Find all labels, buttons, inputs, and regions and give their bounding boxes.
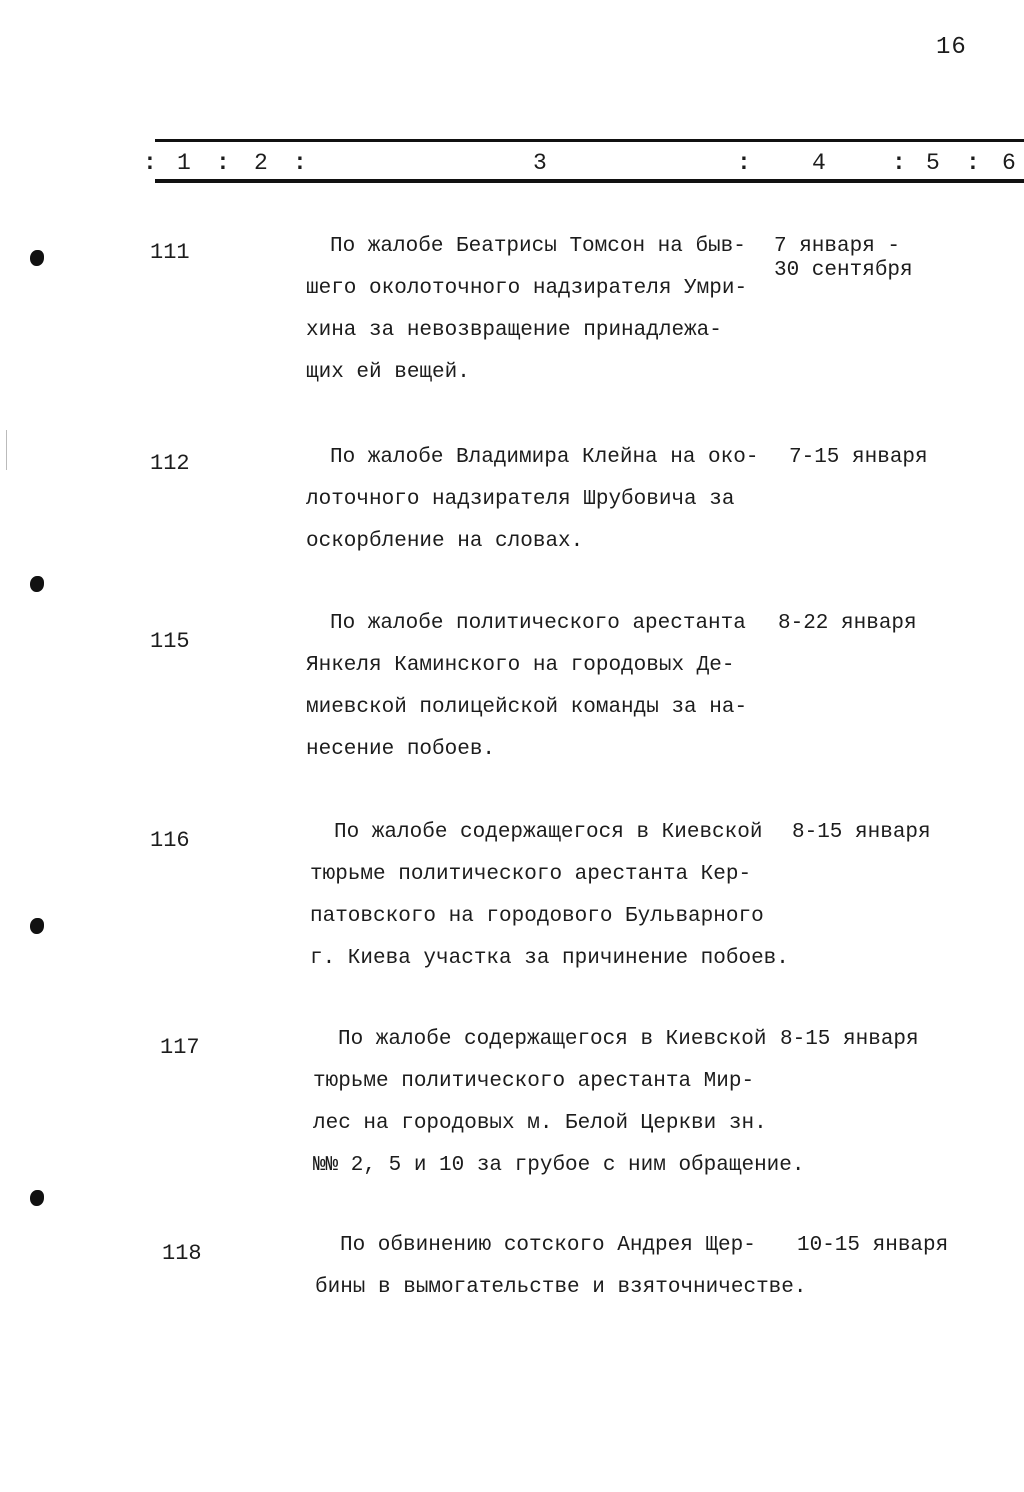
binding-hole-icon	[30, 576, 44, 592]
margin-mark	[6, 430, 7, 470]
record-text-line: №№ 2, 5 и 10 за грубое с ним обращение.	[313, 1154, 805, 1177]
table-header	[0, 150, 1024, 180]
column-separator: :	[143, 150, 157, 176]
binding-hole-icon	[30, 250, 44, 266]
record-dates: 8-15 января	[792, 821, 931, 844]
column-header-1: 1	[177, 150, 191, 176]
record-number: 117	[160, 1035, 200, 1060]
column-header-6: 6	[1002, 150, 1016, 176]
record-dates: 10-15 января	[797, 1234, 949, 1257]
record-number: 118	[162, 1241, 202, 1266]
record-dates: 7 января -	[774, 235, 901, 258]
record-text-line: тюрьме политического арестанта Мир-	[313, 1070, 755, 1093]
record-text-line: По жалобе содержащегося в Киевской	[338, 1028, 767, 1051]
column-header-5: 5	[926, 150, 940, 176]
column-header-2: 2	[254, 150, 268, 176]
record-text-line: оскорбление на словах.	[306, 530, 584, 553]
record-text-line: По жалобе Владимира Клейна на око-	[330, 446, 759, 469]
binding-hole-icon	[30, 918, 44, 934]
record-text-line: лоточного надзирателя Шрубовича за	[306, 488, 735, 511]
record-text-line: шего околоточного надзирателя Умри-	[306, 277, 748, 300]
binding-hole-icon	[30, 1190, 44, 1206]
column-separator: :	[966, 150, 980, 176]
page-number: 16	[936, 34, 967, 61]
record-text-line: хина за невозвращение принадлежа-	[306, 319, 722, 342]
record-text-line: патовского на городового Бульварного	[310, 905, 764, 928]
record-number: 111	[150, 240, 190, 265]
record-text-line: бины в вымогательстве и взяточничестве.	[315, 1276, 807, 1299]
column-separator: :	[216, 150, 230, 176]
record-dates: 8-15 января	[780, 1028, 919, 1051]
header-rule-top	[155, 139, 1024, 142]
record-number: 112	[150, 451, 190, 476]
header-rule-bottom	[155, 179, 1024, 183]
record-text-line: По жалобе политического арестанта	[330, 612, 746, 635]
column-header-3: 3	[533, 150, 547, 176]
record-text-line: миевской полицейской команды за на-	[306, 696, 748, 719]
record-text-line: несение побоев.	[306, 738, 496, 761]
record-number: 115	[150, 629, 190, 654]
record-dates: 7-15 января	[789, 446, 928, 469]
column-separator: :	[293, 150, 307, 176]
record-text-line: По жалобе содержащегося в Киевской	[334, 821, 763, 844]
record-text-line: щих ей вещей.	[306, 361, 470, 384]
record-dates: 30 сентября	[774, 259, 913, 282]
record-dates: 8-22 января	[778, 612, 917, 635]
record-text-line: г. Киева участка за причинение побоев.	[310, 947, 789, 970]
record-text-line: По обвинению сотского Андрея Щер-	[340, 1234, 756, 1257]
column-separator: :	[892, 150, 906, 176]
record-number: 116	[150, 828, 190, 853]
column-header-4: 4	[812, 150, 826, 176]
column-separator: :	[737, 150, 751, 176]
record-text-line: По жалобе Беатрисы Томсон на быв-	[330, 235, 746, 258]
record-text-line: лес на городовых м. Белой Церкви зн.	[313, 1112, 767, 1135]
record-text-line: тюрьме политического арестанта Кер-	[310, 863, 752, 886]
record-text-line: Янкеля Каминского на городовых Де-	[306, 654, 735, 677]
